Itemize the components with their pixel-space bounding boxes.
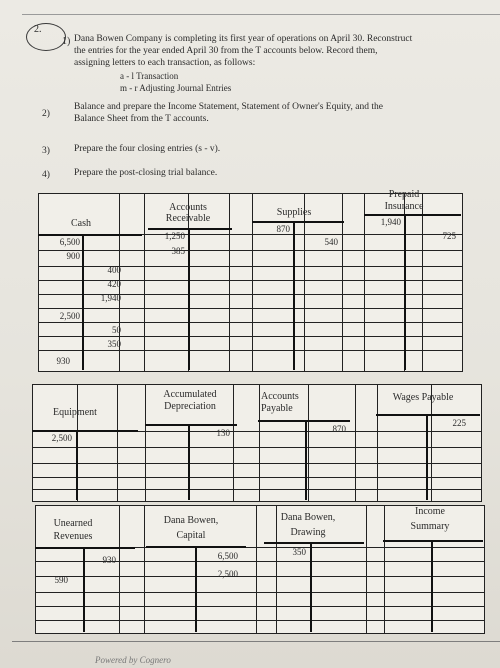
receivable-title-2: Receivable — [165, 213, 211, 224]
question-1-label: 1) — [62, 36, 71, 47]
payable-credit-1: 870 — [332, 424, 346, 434]
cash-debit-3: 2,500 — [59, 311, 80, 321]
payable-t-bar — [258, 420, 350, 422]
prepaid-t-stem — [404, 214, 406, 370]
equipment-t-bar — [32, 430, 138, 432]
accum-dep-t-stem — [188, 424, 190, 500]
supplies-t-stem — [293, 221, 295, 370]
income-summary-title-1: Income — [415, 506, 445, 517]
problem-number-circle — [26, 23, 66, 51]
question-4-label: 4) — [42, 170, 50, 180]
prepaid-credit-1: 725 — [442, 231, 456, 241]
capital-title-2: Capital — [176, 530, 206, 541]
cash-credit-5: 350 — [107, 339, 121, 349]
payable-t-stem — [305, 420, 307, 500]
top-rule — [22, 14, 500, 15]
supplies-title: Supplies — [276, 207, 312, 218]
drawing-title-1: Dana Bowen, — [280, 512, 336, 523]
receivable-t-bar — [148, 228, 232, 230]
accum-dep-credit-1: 130 — [216, 428, 230, 438]
cash-debit-2: 900 — [66, 251, 80, 261]
unearned-t-bar — [35, 547, 135, 549]
accum-dep-title-1: Accumulated — [163, 389, 217, 400]
wages-t-stem — [426, 414, 428, 500]
supplies-credit-1: 540 — [324, 237, 338, 247]
payable-title-1: Accounts — [261, 391, 299, 402]
receivable-t-stem — [188, 228, 190, 370]
payable-title-2: Payable — [261, 403, 293, 414]
question-3-label: 3) — [42, 146, 50, 156]
assign-adjusting: m - r Adjusting Journal Entries — [120, 83, 232, 93]
wages-credit-1: 225 — [452, 418, 466, 428]
cash-credit-2: 420 — [107, 279, 121, 289]
income-summary-t-stem — [431, 540, 433, 632]
drawing-t-stem — [310, 542, 312, 632]
capital-t-stem — [195, 546, 197, 632]
supplies-t-bar — [252, 221, 344, 223]
question-1-line-1: Dana Bowen Company is completing its first year of operations on April 30. Reconstruct — [74, 34, 413, 44]
accum-dep-t-bar — [145, 424, 237, 426]
cash-t-stem — [82, 234, 84, 370]
wages-title: Wages Payable — [392, 392, 454, 403]
unearned-title-1: Unearned — [53, 518, 93, 529]
footer-text: Powered by Cognero — [95, 655, 171, 665]
cash-credit-3: 1,940 — [100, 293, 121, 303]
prepaid-t-bar — [364, 214, 461, 216]
supplies-debit-1: 870 — [276, 224, 290, 234]
drawing-title-2: Drawing — [290, 527, 326, 538]
equipment-debit-1: 2,500 — [51, 433, 72, 443]
cash-credit-1: 400 — [107, 265, 121, 275]
cash-title: Cash — [71, 218, 91, 229]
accum-dep-title-2: Depreciation — [164, 401, 216, 412]
income-summary-title-2: Summary — [410, 521, 450, 532]
prepaid-title-1: Prepaid — [388, 189, 420, 200]
question-3-text: Prepare the four closing entries (s - v). — [74, 144, 221, 154]
wages-t-bar — [376, 414, 480, 416]
unearned-title-2: Revenues — [53, 531, 93, 542]
cash-balance: 930 — [56, 356, 70, 366]
question-2-label: 2) — [42, 109, 50, 119]
cash-t-bar — [38, 234, 142, 236]
unearned-credit-1: 930 — [102, 555, 116, 565]
unearned-t-stem — [83, 547, 85, 632]
cash-debit-1: 6,500 — [59, 237, 80, 247]
problem-number: 2. — [34, 24, 42, 35]
prepaid-debit-1: 1,940 — [380, 217, 401, 227]
bottom-rule — [12, 641, 500, 642]
question-1-line-2: the entries for the year ended April 30 from the T accounts below. Record them, — [74, 46, 378, 56]
equipment-title: Equipment — [53, 407, 97, 418]
question-2-line-1: Balance and prepare the Income Statement, Statement of Owner's Equity, and the — [74, 102, 383, 112]
receivable-debit-2: 385 — [171, 246, 185, 256]
capital-title-1: Dana Bowen, — [163, 515, 219, 526]
assign-transactions: a - l Transaction — [120, 71, 179, 81]
receivable-title-1: Accounts — [169, 202, 207, 213]
capital-credit-1: 6,500 — [217, 551, 238, 561]
receivable-debit-1: 1,250 — [164, 231, 185, 241]
capital-credit-2: 2,500 — [217, 569, 238, 579]
question-1-line-3: assigning letters to each transaction, as follows: — [74, 58, 256, 68]
drawing-debit-1: 350 — [292, 547, 306, 557]
prepaid-title-2: Insurance — [384, 201, 424, 212]
question-2-line-2: Balance Sheet from the T accounts. — [74, 114, 209, 124]
cash-credit-4: 50 — [112, 325, 121, 335]
income-summary-t-bar — [383, 540, 483, 542]
drawing-t-bar — [264, 542, 364, 544]
equipment-t-stem — [76, 430, 78, 500]
question-4-text: Prepare the post-closing trial balance. — [74, 168, 218, 178]
unearned-debit-1: 590 — [54, 575, 68, 585]
